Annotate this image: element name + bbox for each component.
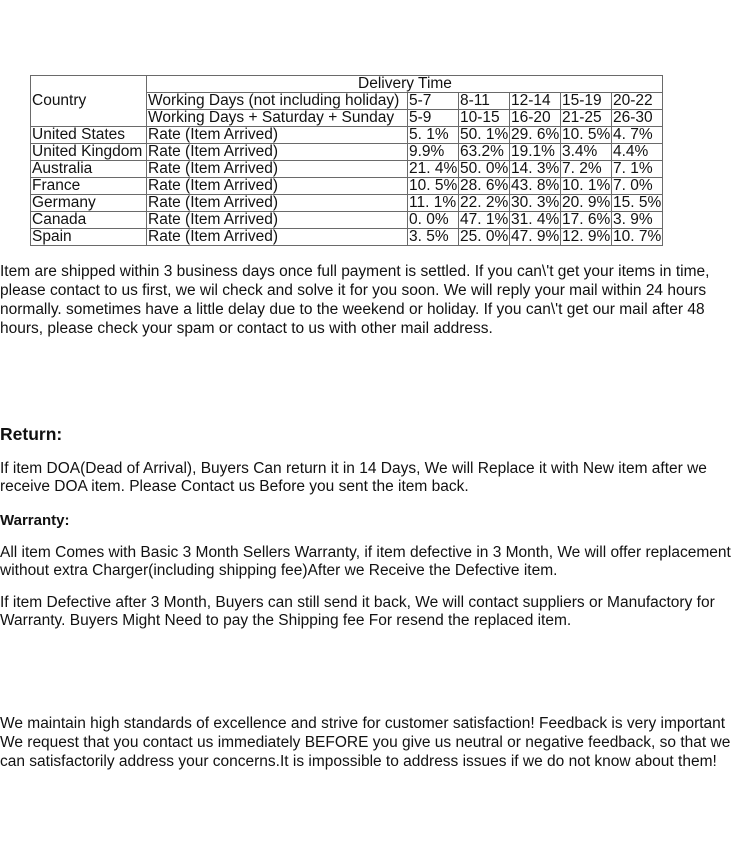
rate-cell: 50. 1%: [460, 126, 509, 143]
range-cell: 16-20: [510, 110, 561, 127]
delivery-time-header: Delivery Time: [147, 76, 663, 93]
rate-label: Rate (Item Arrived): [147, 161, 408, 178]
rate-cell: 7. 1%: [612, 161, 663, 178]
rate-cell: 3. 9%: [612, 212, 663, 229]
country-cell: Canada: [31, 212, 147, 229]
rate-cell: 47. 1%: [460, 211, 509, 228]
rate-cell: 3.4%: [561, 144, 612, 161]
rate-cell: 30. 3%: [511, 194, 560, 211]
rate-cell: 0. 0%: [408, 212, 459, 229]
country-cell: France: [31, 178, 147, 195]
country-cell: United States: [31, 127, 147, 144]
range-cell: 5-7: [408, 93, 459, 110]
rate-cell: 3. 5%: [408, 229, 459, 246]
rate-cell: 17. 6%: [562, 211, 611, 228]
rate-label: Rate (Item Arrived): [147, 178, 408, 195]
rate-cell: 14. 3%: [511, 160, 560, 177]
rate-cell: 19.1%: [510, 144, 561, 161]
range-cell: 10-15: [459, 110, 510, 127]
rate-cell: 21. 4%: [409, 160, 458, 177]
range-cell: 15-19: [561, 93, 612, 110]
table-row: [31, 144, 663, 161]
rate-cell: 11. 1%: [408, 195, 459, 212]
table-row: [31, 178, 663, 195]
rate-cell: 25. 0%: [460, 228, 509, 245]
rate-label: Rate (Item Arrived): [147, 127, 408, 144]
rate-cell: 10. 5%: [562, 126, 611, 143]
rate-label: Rate (Item Arrived): [147, 212, 408, 229]
rate-cell: 10. 7%: [613, 228, 662, 245]
rate-label: Rate (Item Arrived): [147, 229, 408, 246]
rate-cell: 50. 0%: [460, 160, 509, 177]
shipping-note: Item are shipped within 3 business days once full payment is settled. If you can\'t get your items in time, please contact to us first, we wil check and solve it for you soon. We will reply your mail within 24 hours normally. sometimes have a little delay due to the weekend or holiday. If you can\'t get our mail after 48 hours, please check your spam or contact to us with other mail address.: [0, 263, 710, 337]
rate-cell: 31. 4%: [511, 211, 560, 228]
rate-cell: 4.4%: [612, 144, 663, 161]
rate-cell: 10. 5%: [409, 177, 458, 194]
rate-cell: 22. 2%: [460, 194, 509, 211]
rate-cell: 9.9%: [408, 144, 459, 161]
country-cell: Australia: [31, 161, 147, 178]
warranty-paragraph: If item Defective after 3 Month, Buyers can still send it back, We will contact suppliers or Manufactory for Warranty. Buyers Might Need to pay the Shipping fee For resend the replaced item.: [0, 594, 715, 629]
range-cell: 8-11: [459, 93, 510, 110]
range-cell: 20-22: [612, 93, 663, 110]
table-row: [31, 161, 663, 178]
rate-cell: 43. 8%: [511, 177, 560, 194]
rate-cell: 47. 9%: [511, 228, 560, 245]
rate-label: Rate (Item Arrived): [147, 195, 408, 212]
rate-cell: 28. 6%: [460, 177, 509, 194]
rate-cell: 29. 6%: [511, 126, 560, 143]
return-text: If item DOA(Dead of Arrival), Buyers Can return it in 14 Days, We will Replace it with New item after we receive DOA item. Please Contact us Before you sent the item back.: [0, 460, 707, 495]
rate-label: Rate (Item Arrived): [147, 144, 408, 161]
return-heading: Return:: [0, 424, 63, 444]
table-row: [31, 195, 663, 212]
range-cell: 21-25: [561, 110, 612, 127]
table-row: [31, 127, 663, 144]
rate-cell: 10. 1%: [562, 177, 611, 194]
range-cell: 12-14: [510, 93, 561, 110]
warranty-paragraph: All item Comes with Basic 3 Month Sellers Warranty, if item defective in 3 Month, We will offer replacement without extra Charger(including shipping fee)After we Receive the Defective item.: [0, 544, 731, 579]
rate-cell: 7. 0%: [612, 178, 663, 195]
table-row: [31, 212, 663, 229]
country-cell: Germany: [31, 195, 147, 212]
delivery-time-table: [30, 75, 663, 246]
rate-cell: 63.2%: [459, 144, 510, 161]
table-header-row: [31, 76, 663, 93]
range-cell: 26-30: [612, 110, 663, 127]
feedback-note: We maintain high standards of excellence and strive for customer satisfaction! Feedback is very important We request that you contact us immediately BEFORE you give us neutral or negative feedback, so that we can satisfactorily address your concerns.It is impossible to address issues if we do not know about them!: [0, 715, 731, 770]
table-row: [31, 229, 663, 246]
rate-cell: 20. 9%: [562, 194, 611, 211]
rate-cell: 12. 9%: [562, 228, 611, 245]
rate-cell: 7. 2%: [561, 161, 612, 178]
country-cell: Spain: [31, 229, 147, 246]
working-days-label: Working Days (not including holiday): [147, 93, 408, 110]
country-header: Country: [31, 76, 147, 127]
warranty-heading: Warranty:: [0, 512, 70, 529]
rate-cell: 5. 1%: [408, 127, 459, 144]
range-cell: 5-9: [408, 110, 459, 127]
all-days-label: Working Days + Saturday + Sunday: [147, 110, 408, 127]
rate-cell: 15. 5%: [613, 194, 662, 211]
country-cell: United Kingdom: [31, 144, 147, 161]
rate-cell: 4. 7%: [612, 127, 663, 144]
